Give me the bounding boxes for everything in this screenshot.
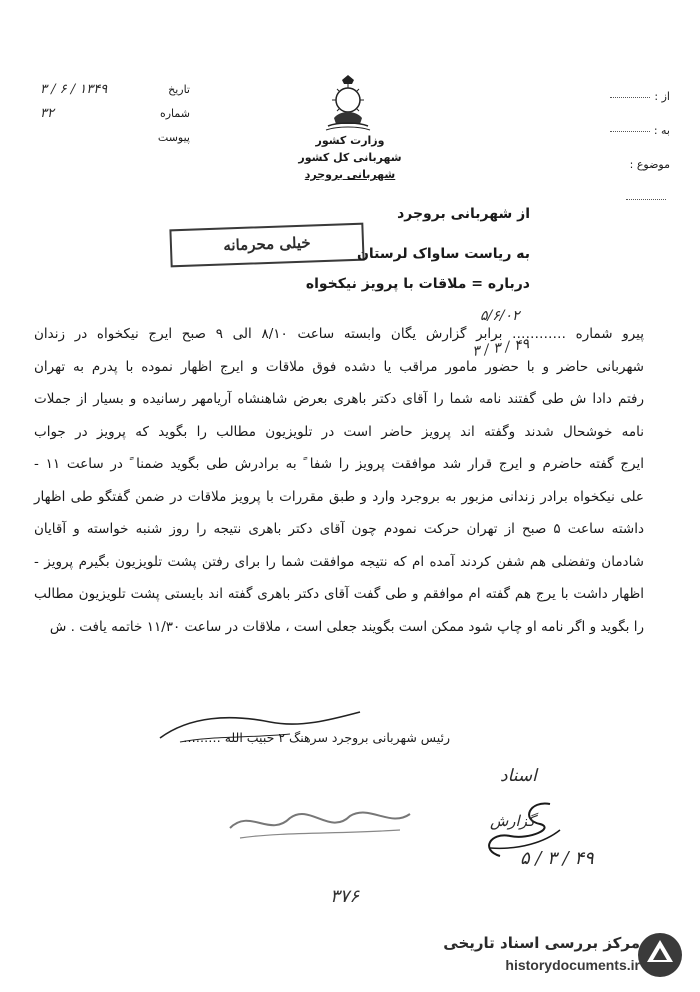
body-line: را بگوید و اگر نامه او چاپ شود ممکن است بگویند جعلی است ، ملاقات در ساعت ۱۱/۳۰ خاتمه یافت . ش [49,618,644,635]
body-line: ایرج گفته حاضرم و ایرج قرار شد موافقت پرویز را شفا ً به برادرش طی بگوید ضمنا ً در ساعت ۱۱ - [34,456,644,472]
ministry-name: وزارت کشور [315,134,385,147]
subject-field [590,148,670,216]
city-police-name: شهربانی بروجرد [304,168,396,181]
ref-number: ۵/۶/۰۲ [480,308,520,324]
date-value: ۱۳۴۹ / ۶ / ۳ [40,82,108,97]
from-label: از : [654,90,670,103]
redacted-signature-icon [220,798,420,848]
signatory-title: رئیس شهربانی بروجرد سرهنگ ۲ حبیب الله ……… [183,730,450,745]
date-row [40,78,190,102]
header-meta [40,78,190,150]
to-field [590,114,670,148]
handwritten-date: ۵ / ۳ / ۴۹ [520,848,594,869]
body-line: نامه خوشحال شدند وگفته اند پرویز حاضر است در تلویزیون مطالب را بگوید که پرویز در جواب [34,423,644,440]
subject-line: درباره = ملاقات با پرویز نیکخواه [305,276,530,292]
from-field [590,80,670,114]
body-line: پیرو شماره ………… برابر گزارش یگان وابسته ساعت ۸/۱۰ الی ۹ صبح ایرج نیکخواه در زندان [34,326,644,342]
body-line: شادمان وتفضلی هم شفن کردند آمده ام که نتیجه موافقت شما را برای رفتن پشت تلویزیون بگیرم پرویز - [34,553,644,570]
general-police-name: شهربانی کل کشور [298,151,402,164]
watermark-url: historydocuments.ir [505,957,640,973]
number-value: ۳۲ [40,106,54,121]
confidential-stamp: خیلی محرمانه [169,223,364,268]
body-line: رفتم دادا ش طی گفتند نامه شما را آقای دکتر باهری بعرض شاهنشاه آریامهر رسانیده و بسیار از جملات [34,391,644,407]
subject-label: موضوع : [629,158,670,171]
ref-number-2: ۳ / ۳ / ۴۹ [471,336,531,360]
archive-logo-icon [635,930,685,980]
body-line: علی نیکخواه برادر زندانی مزبور به بروجرد وارد و طبق مقررات با پرویز ملاقات در ضمن گفتگو طی اظهار [34,488,644,505]
letter-body [34,318,644,643]
body-line: داشته ساعت ۵ صبح از تهران حرکت نمودم چون آقای دکتر باهری نتیجه را روز شنبه خواسته و آقایان [34,521,644,537]
body-line: اظهار داشت با یرج هم گفته ام موافقم و طی گفت آقای دکتر باهری گفته اند بایستی پشت تلویزیون مطالب [34,586,644,602]
attachment-row [40,126,190,150]
ministry-block [270,132,430,183]
to-line: به ریاست ساواک لرستان [356,246,530,262]
watermark-title: مرکز بررسی اسناد تاریخی [443,934,640,952]
number-label: شماره [159,107,190,120]
handwritten-sig-text: گزارش [490,812,536,830]
body-line: شهربانی حاضر و با حضور مامور مراقب یا دشده فوق ملاقات و ایرج اظهار نموده با پدرم به تهران [34,358,644,375]
lion-and-sun-emblem-icon [320,74,376,132]
handwritten-note: اسناد [500,766,537,786]
header-fields [590,80,670,216]
number-row [40,102,190,126]
page-number: ۳۷۶ [330,886,360,907]
from-line: از شهربانی بروجرد [397,206,530,222]
attachment-label: پیوست [157,131,190,144]
to-label: به : [653,124,670,137]
date-label: تاریخ [168,83,190,96]
